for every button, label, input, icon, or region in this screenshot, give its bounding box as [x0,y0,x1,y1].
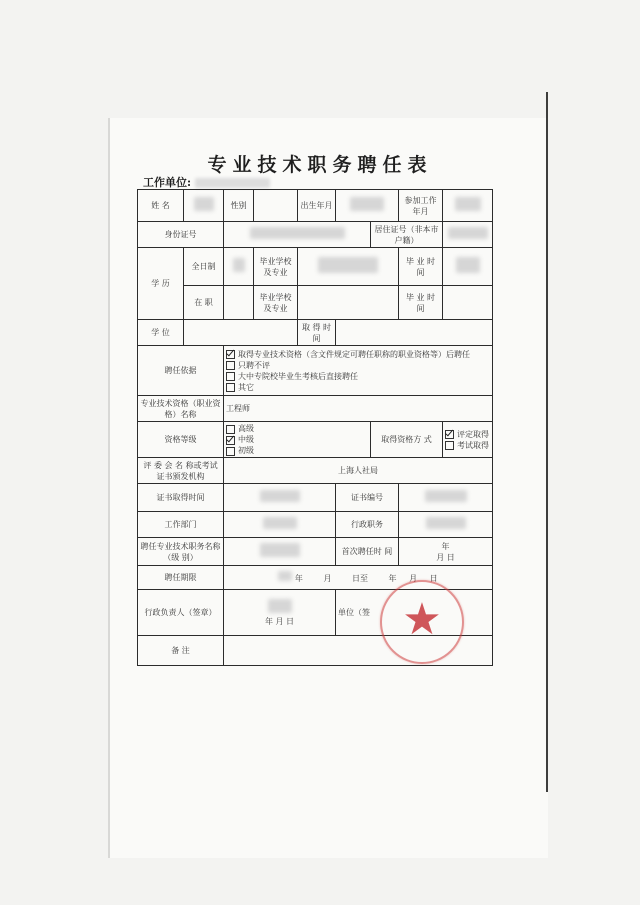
table-row [138,422,493,458]
gender-label: 性别 [224,190,254,222]
education-label: 学 历 [138,248,184,320]
admin-post-value [399,512,493,538]
id-label: 身份证号 [138,222,224,248]
level-option[interactable]: 高级 [226,423,368,434]
degree-value [184,320,298,346]
grad-time-label: 毕 业 时 间 [399,248,443,286]
obtain-method-label: 取得资格方 式 [371,422,443,458]
level-option[interactable]: 初级 [226,445,368,456]
term-year: 年 [294,574,303,583]
birth-label: 出生年月 [298,190,336,222]
form-title: 专业技术职务聘任表 [207,154,433,176]
dept-label: 工作部门 [138,512,224,538]
grad-school-value [298,248,399,286]
admin-post-label: 行政职务 [336,512,399,538]
grad-school-label-2: 毕业学校及专业 [254,286,298,320]
level-label: 资格等级 [138,422,224,458]
level-option[interactable]: 中级 [226,434,368,445]
checkbox-icon[interactable] [445,441,454,450]
checkbox-icon[interactable] [226,425,235,434]
admin-head-label: 行政负责人（签章） [138,590,224,636]
checkbox-icon[interactable] [226,447,235,456]
term-value [224,566,493,590]
term-label: 聘任期限 [138,566,224,590]
qual-name-label: 专业技术资格（职业资格）名称 [138,396,224,422]
basis-option[interactable]: 大中专院校毕业生考核后直接聘任 [226,371,490,382]
appoint-basis-options [224,346,493,396]
seal-star-icon: ★ [402,594,442,645]
committee-label: 评 委 会 名 称或考试证书颁发机构 [138,458,224,484]
admin-head-date: 年 月 日 [264,616,295,626]
first-time-value [399,538,493,566]
table-row [138,222,493,248]
work-unit-label: 工作单位: [143,176,192,189]
residence-value [443,222,493,248]
basis-option[interactable]: 取得专业技术资格（含文件规定可聘任职称的职业资格等）后聘任 [226,349,490,360]
table-row [138,346,493,396]
method-option[interactable]: 评定取得 [445,429,490,440]
fulltime-label: 全日制 [184,248,224,286]
remarks-label: 备 注 [138,636,224,666]
committee-value: 上海人社局 [224,458,493,484]
table-row [138,512,493,538]
table-row [138,248,493,286]
post-name-label: 聘任专业技术职务名称（级 别） [138,538,224,566]
grad-time-value [443,248,493,286]
birth-value [336,190,399,222]
grad-school-value-2 [298,286,399,320]
join-work-value [443,190,493,222]
basis-option[interactable]: 其它 [226,382,490,393]
work-unit-row [143,174,270,190]
join-work-label: 参加工作年月 [399,190,443,222]
grad-time-label-2: 毕 业 时 间 [399,286,443,320]
checkbox-checked-icon[interactable] [226,350,235,359]
first-time-month-day: 月 日 [436,552,455,562]
level-options [224,422,371,458]
qual-name-value: 工程师 [224,396,493,422]
term-end-month: 月 [409,574,418,583]
appoint-basis-label: 聘任依据 [138,346,224,396]
term-end-day: 日 [429,574,438,583]
grad-school-label: 毕业学校及专业 [254,248,298,286]
checkbox-checked-icon[interactable] [445,430,454,439]
cert-time-label: 证书取得时间 [138,484,224,512]
method-options [443,422,493,458]
official-seal [380,580,464,664]
checkbox-icon[interactable] [226,372,235,381]
table-row [138,484,493,512]
fulltime-value [224,248,254,286]
gender-value [254,190,298,222]
parttime-label: 在 职 [184,286,224,320]
name-value [184,190,224,222]
obtain-time-value [336,320,493,346]
cert-no-label: 证书编号 [336,484,399,512]
name-label: 姓 名 [138,190,184,222]
checkbox-checked-icon[interactable] [226,436,235,445]
term-month: 月 [323,574,332,583]
cert-time-value [224,484,336,512]
cert-no-value [399,484,493,512]
unit-seal-label: 单位（签 [338,608,370,617]
table-row [138,396,493,422]
degree-label: 学 位 [138,320,184,346]
id-value [224,222,371,248]
table-row [138,286,493,320]
first-time-label: 首次聘任时 间 [336,538,399,566]
obtain-time-label: 取 得 时 间 [298,320,336,346]
admin-head-sign [224,590,336,636]
page-edge-line [546,92,548,792]
term-to: 日至 [352,574,368,583]
method-option[interactable]: 考试取得 [445,440,490,451]
table-row [138,320,493,346]
table-row [138,190,493,222]
checkbox-icon[interactable] [226,361,235,370]
checkbox-icon[interactable] [226,383,235,392]
first-time-year: 年 [441,541,450,551]
grad-time-value-2 [443,286,493,320]
basis-option[interactable]: 只聘不评 [226,360,490,371]
parttime-value [224,286,254,320]
dept-value [224,512,336,538]
post-name-value [224,538,336,566]
term-end-year: 年 [388,574,397,583]
work-unit-redacted [195,178,270,188]
table-row [138,458,493,484]
table-row [138,538,493,566]
residence-label: 居住证号（非本市户籍） [371,222,443,248]
